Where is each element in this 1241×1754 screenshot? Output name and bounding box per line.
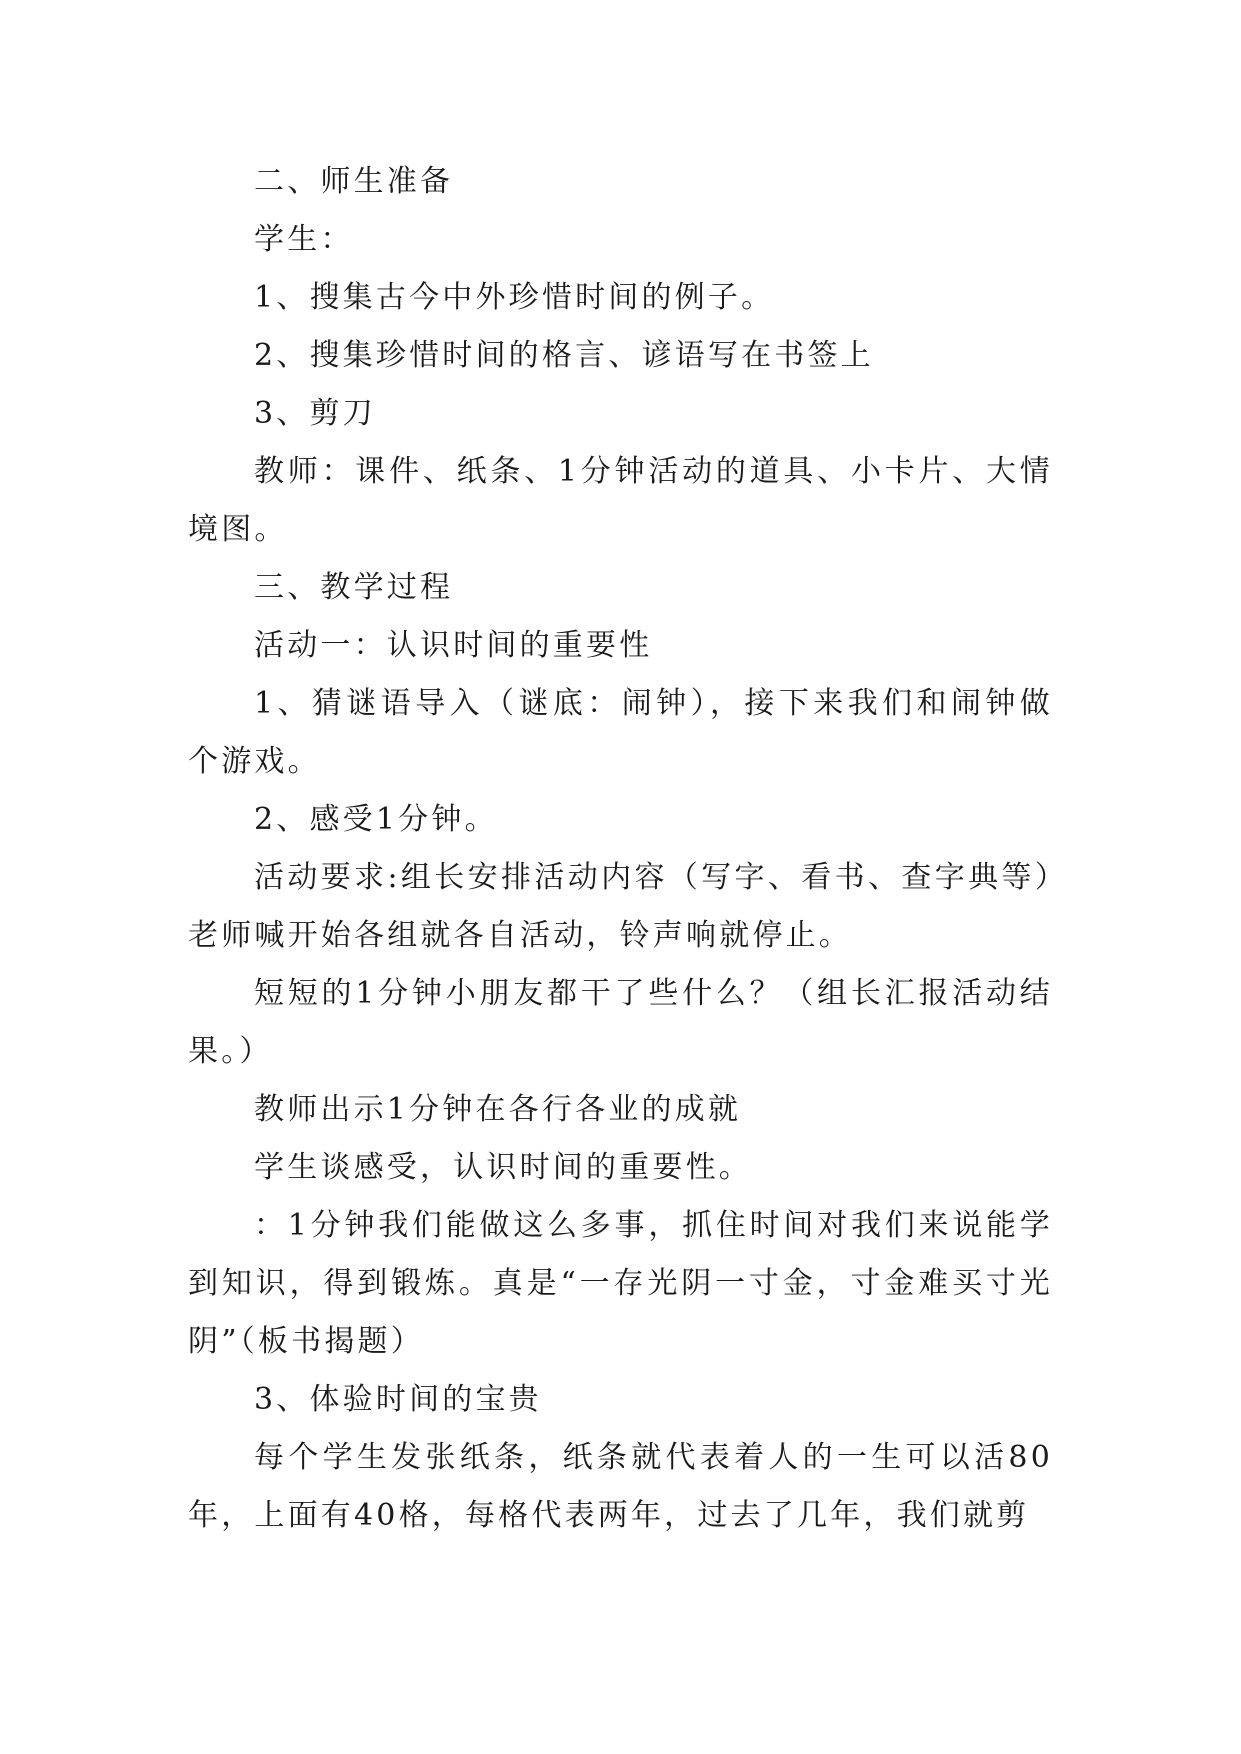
paragraph-one-minute-question: 短短的1分钟小朋友都干了些什么？（组长汇报活动结果。） [188,976,1053,1069]
paragraph-activity-requirements: 活动要求:组长安排活动内容（写字、看书、查字典等）老师喊开始各组就各自活动，铃声响就停止。 [188,860,1053,953]
paragraph-riddle-intro: 1、猜谜语导入（谜底：闹钟），接下来我们和闹钟做个游戏。 [188,686,1053,779]
section-heading-preparation: 二、师生准备 [254,164,454,199]
paragraph-teacher-shows: 教师出示1分钟在各行各业的成就 [254,1092,742,1127]
paragraph-student-item-2: 2、搜集珍惜时间的格言、谚语写在书签上 [254,338,874,373]
paragraph-paper-strip: 每个学生发张纸条，纸条就代表着人的一生可以活80年，上面有40格，每格代表两年，过去了几年，我们就剪 [188,1440,1053,1533]
paragraph-teacher-materials: 教师：课件、纸条、1分钟活动的道具、小卡片、大情境图。 [188,454,1053,547]
paragraph-students-talk: 学生谈感受，认识时间的重要性。 [254,1150,752,1185]
paragraph-students-label: 学生： [254,222,354,257]
paragraph-activity-one: 活动一：认识时间的重要性 [254,628,653,663]
section-heading-process: 三、教学过程 [254,570,454,605]
document-body [188,153,1053,1545]
paragraph-student-item-1: 1、搜集古今中外珍惜时间的例子。 [254,280,775,315]
paragraph-summary: ：1分钟我们能做这么多事，抓住时间对我们来说能学到知识，得到锻炼。真是“一存光阴一寸金，寸金难买寸光阴”（板书揭题） [188,1208,1053,1359]
paragraph-student-item-3: 3、剪刀 [254,396,376,431]
paragraph-feel-one-minute: 2、感受1分钟。 [254,802,498,837]
paragraph-experience-value: 3、体验时间的宝贵 [254,1382,542,1417]
